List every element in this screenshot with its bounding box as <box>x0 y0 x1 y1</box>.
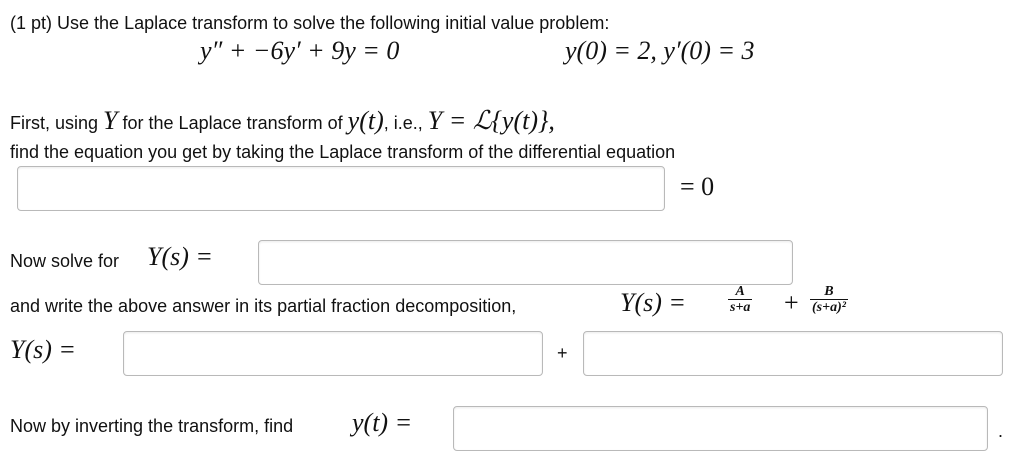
step3-text: and write the above answer in its partial fraction decomposition, <box>10 296 517 316</box>
partial-fraction-B-input[interactable] <box>583 331 1003 376</box>
step3-Ys-label: Y(s) = <box>620 288 686 317</box>
fraction-B <box>810 284 848 315</box>
step1-intro <box>10 106 555 135</box>
laplace-equation-input[interactable] <box>17 166 665 211</box>
fraction-A-denominator: s+a <box>730 300 751 315</box>
fraction-plus: + <box>784 288 799 317</box>
Ys-input[interactable] <box>258 240 793 285</box>
step2-text: Now solve for <box>10 251 120 271</box>
step1-text-c: , i.e., <box>383 113 423 133</box>
fraction-A-numerator: A <box>728 284 752 300</box>
step1-yt-symbol: y(t) <box>347 106 384 135</box>
step3-Ys-answer-label: Y(s) = <box>10 335 76 364</box>
problem-statement: Use the Laplace transform to solve the following initial value problem: <box>57 13 610 33</box>
step1-text-b: for the Laplace transform of <box>122 113 343 133</box>
partial-fraction-A-input[interactable] <box>123 331 543 376</box>
step1-instruction: find the equation you get by taking the Laplace transform of the differential equation <box>10 142 676 162</box>
yt-input[interactable] <box>453 406 988 451</box>
step1-definition: Y = ℒ{y(t)}, <box>427 106 555 135</box>
ode-equation: y″ + −6y′ + 9y = 0 <box>200 36 400 65</box>
points-label: (1 pt) <box>10 13 53 33</box>
step1-Y-symbol: Y <box>103 106 118 135</box>
final-period: . <box>998 421 1004 441</box>
step4-text: Now by inverting the transform, find <box>10 416 294 436</box>
step4-yt-label: y(t) = <box>352 408 413 437</box>
problem-header <box>10 12 609 34</box>
initial-conditions: y(0) = 2, y′(0) = 3 <box>565 36 755 65</box>
equals-zero-label: = 0 <box>680 172 715 201</box>
fraction-B-denominator: (s+a)² <box>812 300 846 315</box>
step1-text-a: First, using <box>10 113 99 133</box>
fraction-A <box>728 284 752 315</box>
plus-sign: + <box>557 343 568 363</box>
step2-Ys-label: Y(s) = <box>147 242 213 271</box>
fraction-B-numerator: B <box>810 284 848 300</box>
